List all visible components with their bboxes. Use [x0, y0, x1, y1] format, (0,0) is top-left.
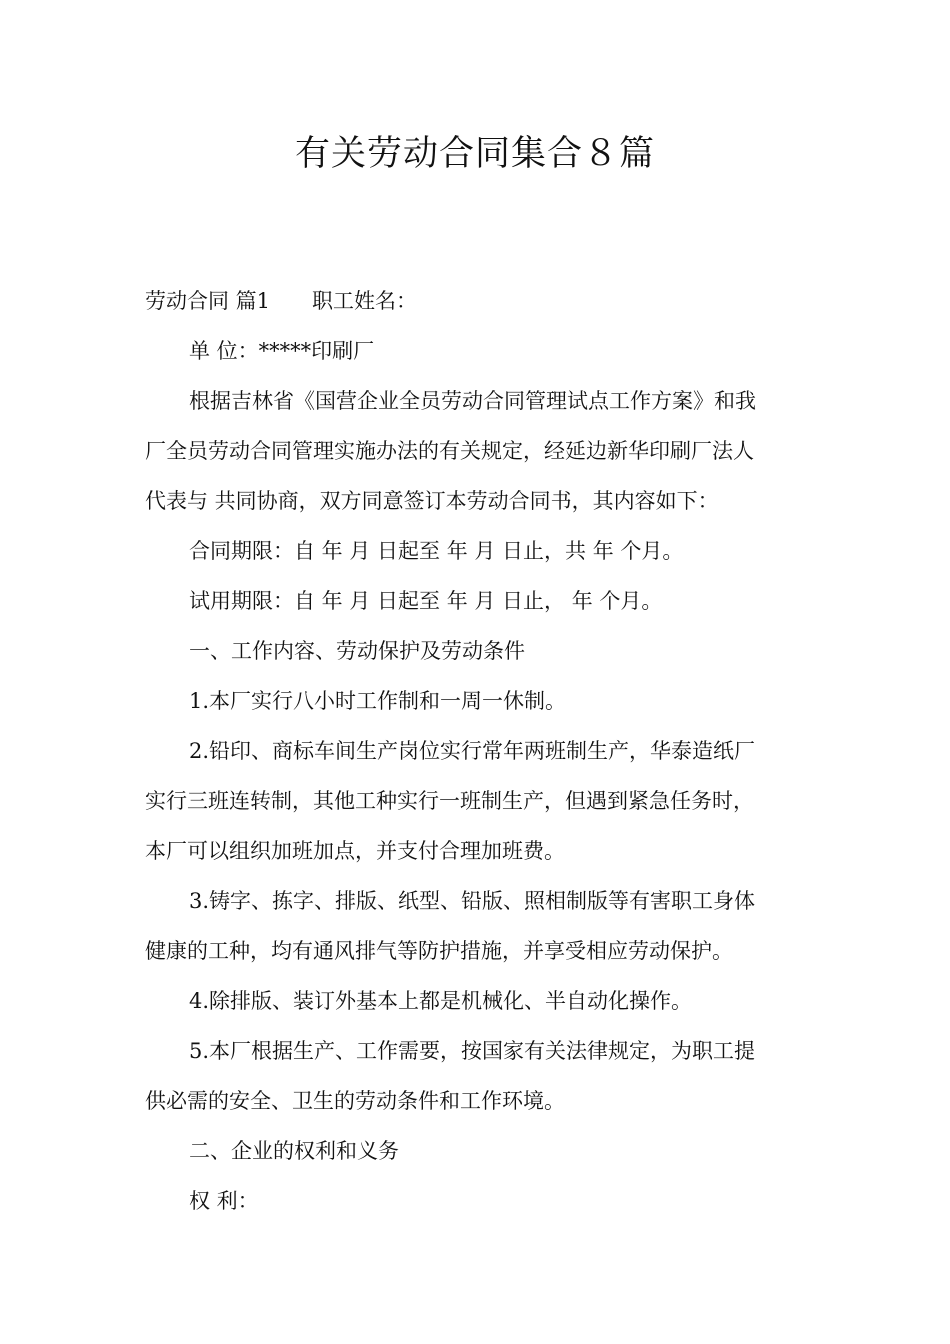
paragraph-line: 试用期限：自 年 月 日起至 年 月 日止， 年 个月。	[189, 589, 663, 613]
paragraph-line: 实行三班连转制，其他工种实行一班制生产，但遇到紧急任务时，	[145, 789, 754, 813]
paragraph-line: 合同期限：自 年 月 日起至 年 月 日止，共 年 个月。	[189, 539, 684, 563]
paragraph-line: 3.铸字、拣字、排版、纸型、铅版、照相制版等有害职工身体	[189, 889, 756, 913]
paragraph-line: 本厂可以组织加班加点，并支付合理加班费。	[145, 839, 565, 863]
contract-section-label: 劳动合同 篇1	[145, 289, 271, 313]
contract-heading-line	[145, 276, 807, 326]
subsection-heading: 权 利：	[189, 1189, 259, 1213]
paragraph-line: 厂全员劳动合同管理实施办法的有关规定，经延边新华印刷厂法人	[145, 439, 754, 463]
paragraph-line: 根据吉林省《国营企业全员劳动合同管理试点工作方案》和我	[189, 389, 756, 413]
document-title: 有关劳动合同集合８篇	[294, 134, 655, 174]
paragraph-line: 5.本厂根据生产、工作需要，按国家有关法律规定，为职工提	[189, 1039, 756, 1063]
employee-name-label: 职工姓名：	[312, 289, 418, 313]
paragraph-line: 代表与 共同协商，双方同意签订本劳动合同书，其内容如下：	[145, 489, 719, 513]
paragraph-line: 2.铅印、商标车间生产岗位实行常年两班制生产，华泰造纸厂	[189, 739, 756, 763]
paragraph-line: 单 位：*****印刷厂	[189, 339, 375, 363]
section-heading: 二、企业的权利和义务	[189, 1139, 399, 1163]
paragraph-line: 4.除排版、装订外基本上都是机械化、半自动化操作。	[189, 989, 693, 1013]
paragraph-line: 健康的工种，均有通风排气等防护措施，并享受相应劳动保护。	[145, 939, 733, 963]
paragraph-line: 1.本厂实行八小时工作制和一周一休制。	[189, 689, 567, 713]
document-body	[145, 276, 807, 1226]
paragraph-line: 供必需的安全、卫生的劳动条件和工作环境。	[145, 1089, 565, 1113]
section-heading: 一、工作内容、劳动保护及劳动条件	[189, 639, 525, 663]
